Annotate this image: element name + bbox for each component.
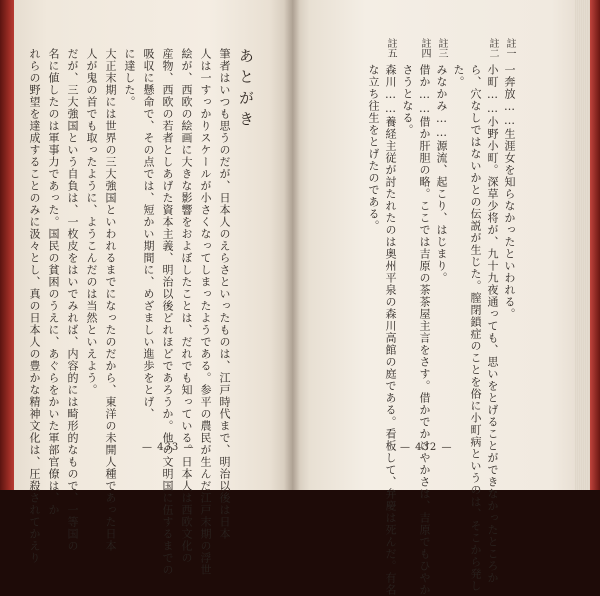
right-page: [292, 0, 587, 596]
note-label: 註五: [385, 38, 396, 58]
note-text: た。: [452, 64, 465, 88]
note-text: 一奔放……生涯女を知らなかったといわれる。: [503, 64, 516, 320]
text-column: 人は一すっかりスケールが小さくなってしまったようである。参平の農民が生んだ江戸末期の浮世: [199, 48, 212, 576]
page-number-right: — 432 —: [400, 442, 453, 453]
text-column: だが、三大強国という自負は、一枚皮をはいでみれば、内容的には畸形的なもので、一等国の: [66, 48, 79, 552]
note-text: さうとなる。: [401, 64, 414, 136]
book-cover-right-edge: [590, 0, 600, 490]
left-page: [14, 0, 292, 576]
note-label: 註一: [504, 38, 515, 58]
text-column: 人が鬼の首でも取ったように、ようこんだのは当然といえよう。: [85, 48, 98, 396]
note-text: 森川……養経主従が討たれたのは奥州平泉の森川高館の庭である。看板して、弁慶は死んだ。有名: [384, 64, 397, 596]
note-label: 註二: [487, 38, 498, 58]
text-column: 大正末期には世界の三大強国といわれるまでになったのだから、東洋の未開人種であった日本: [104, 48, 117, 552]
text-column: 産物、西欧の若者としあげた資本主義、明治以後どれほどであろうか。他の文明国に伍するまでの: [161, 48, 174, 576]
note-text: みなかみ……源流、起こり、はじまり。: [435, 64, 448, 284]
note-text: 小町……小野小町。深草少将が、九十九夜通っても、思いをとげることができなかったところか: [486, 64, 499, 584]
note-text: 借か……借か肝胆の略。ここでは吉原の茶茶屋主言をさす。借かでかけやかさは、吉原でもひやか: [418, 64, 431, 596]
note-label: 註四: [419, 38, 430, 58]
book-gutter: [284, 0, 300, 490]
page-number-left: — 433 —: [142, 442, 195, 453]
note-text: ら、穴なしではないかとの伝説が生じた。膣閉鎖症のことを俗に小町病というのは、そこから発し: [469, 64, 482, 592]
text-column: に達した。: [123, 48, 136, 108]
note-text: な立ち往生をとげたのである。: [367, 64, 380, 232]
text-column: 絵が、西欧の絵画に大きな影響をおよぼしたことは、だれでも知っている。日本人は西欧文化の: [180, 48, 193, 564]
text-column: 名に値したのは軍事力であった。国民の貧困のうえに、あぐらをかいた軍部官僚は、か: [47, 48, 60, 516]
note-label: 註三: [436, 38, 447, 58]
text-column: れらの野望を達成することのみに汲々とし、真の日本人の豊かな精神文化は、圧殺されてかえり: [28, 48, 41, 564]
afterword-heading: あとがき: [237, 48, 255, 132]
text-column: 筆者はいつも思うのだが、日本人のえらさといったものは、江戸時代まで、明治以後は日本: [218, 48, 231, 540]
text-column: 吸収に懸命で、その点では、短かい期間に、めざましい進歩をとげ、: [142, 48, 155, 420]
page-fore-edge: [575, 0, 590, 490]
